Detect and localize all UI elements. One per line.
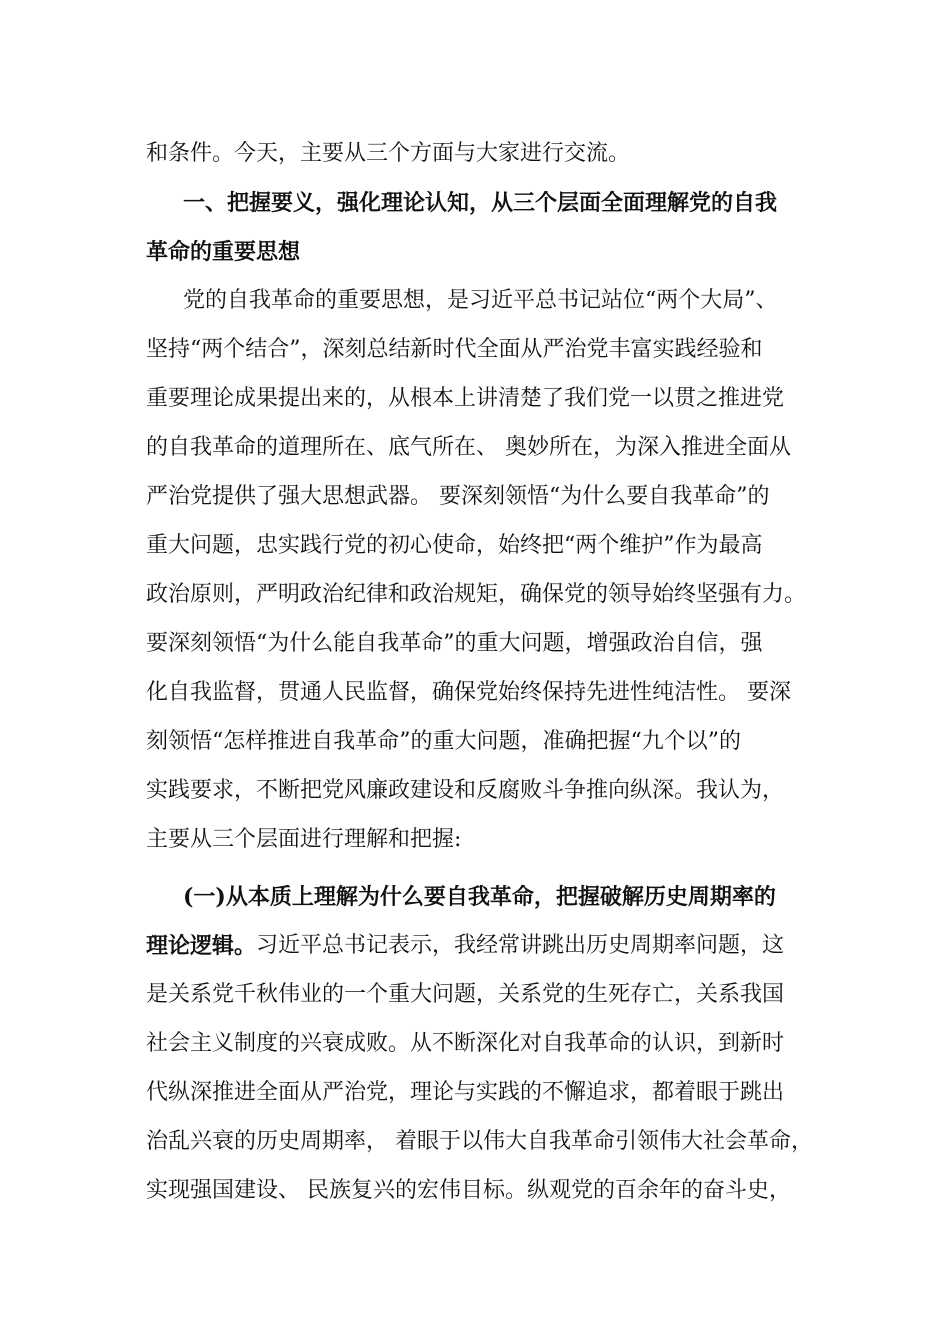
paragraph-line: [0, 1018, 950, 1070]
section-heading: [0, 226, 950, 278]
paragraph-line: [0, 1165, 950, 1217]
paragraph-line: [0, 618, 950, 670]
heading-line: (一)从本质上理解为什么要自我革命，把握破解历史周期率的: [183, 884, 776, 910]
paragraph-line: [0, 969, 950, 1021]
paragraph-line: [0, 373, 950, 425]
paragraph-line: [0, 716, 950, 768]
text-line: 党的自我革命的重要思想，是习近平总书记站位“两个大局”、: [183, 288, 778, 313]
text-line: 是关系党千秋伟业的一个重大问题，关系党的生死存亡，关系我国: [146, 982, 785, 1007]
text-line: 重要理论成果提出来的，从根本上讲清楚了我们党一以贯之推进党: [146, 386, 785, 411]
text-line: 习近平总书记表示，我经常讲跳出历史周期率问题，这: [256, 933, 785, 958]
text-line: 坚持“两个结合”，深刻总结新时代全面从严治党丰富实践经验和: [146, 337, 763, 362]
text-line: 政治原则，严明政治纪律和政治规矩，确保党的领导始终坚强有力。: [146, 582, 807, 607]
text-line: 和条件。今天，主要从三个方面与大家进行交流。: [146, 141, 631, 166]
paragraph-line: [0, 275, 950, 327]
paragraph-line: [0, 814, 950, 866]
paragraph-line: [0, 422, 950, 474]
paragraph-line: [0, 765, 950, 817]
text-line: 治乱兴衰的历史周期率， 着眼于以伟大自我革命引领伟大社会革命，: [146, 1129, 813, 1154]
paragraph-line: [0, 324, 950, 376]
paragraph-line: [0, 920, 950, 972]
paragraph-line: [0, 667, 950, 719]
text-line: 实现强国建设、 民族复兴的宏伟目标。纵观党的百余年的奋斗史，: [146, 1178, 791, 1203]
text-line: 化自我监督，贯通人民监督，确保党始终保持先进性纯洁性。 要深: [146, 680, 791, 705]
paragraph-line: [0, 520, 950, 572]
text-line: 实践要求，不断把党风廉政建设和反腐败斗争推向纵深。我认为，: [146, 778, 785, 803]
paragraph-line: [0, 1116, 950, 1168]
heading-line: 革命的重要思想: [146, 239, 301, 265]
text-line: 刻领悟“怎样推进自我革命”的重大问题，准确把握“九个以”的: [146, 729, 741, 754]
text-line: 主要从三个层面进行理解和把握:: [146, 827, 462, 852]
text-line: 要深刻领悟“为什么能自我革命”的重大问题，增强政治自信，强: [146, 631, 763, 656]
text-line: 严治党提供了强大思想武器。 要深刻领悟“为什么要自我革命”的: [146, 484, 770, 509]
heading-line: 一、把握要义，强化理论认知，从三个层面全面理解党的自我: [183, 190, 778, 216]
text-line: 的自我革命的道理所在、底气所在、 奥妙所在，为深入推进全面从: [146, 435, 791, 460]
section-heading: [0, 177, 950, 229]
heading-line: 理论逻辑。: [146, 933, 257, 959]
paragraph-line: [0, 128, 950, 180]
subsection-heading: [0, 871, 950, 923]
paragraph-line: [0, 1067, 950, 1119]
paragraph-line: [0, 471, 950, 523]
text-line: 代纵深推进全面从严治党，理论与实践的不懈追求，都着眼于跳出: [146, 1080, 785, 1105]
text-line: 重大问题，忠实践行党的初心使命，始终把“两个维护”作为最高: [146, 533, 763, 558]
text-line: 社会主义制度的兴衰成败。从不断深化对自我革命的认识，到新时: [146, 1031, 785, 1056]
paragraph-line: [0, 569, 950, 621]
